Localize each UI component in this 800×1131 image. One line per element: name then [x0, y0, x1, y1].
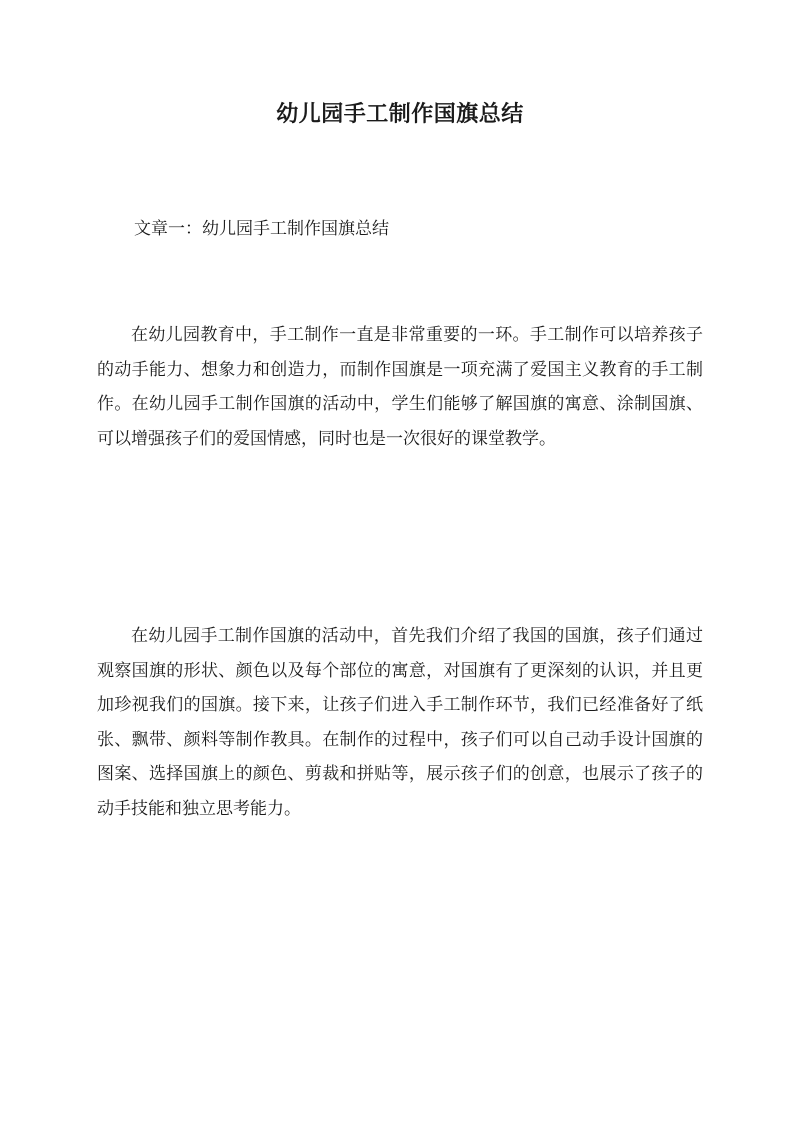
article-label: 文章一：幼儿园手工制作国旗总结 — [134, 219, 389, 239]
document-title: 幼儿园手工制作国旗总结 — [276, 101, 524, 127]
paragraph-2: 在幼儿园手工制作国旗的活动中，首先我们介绍了我国的国旗，孩子们通过观察国旗的形状、颜色以及每个部位的寓意，对国旗有了更深刻的认识，并且更加珍视我们的国旗。接下来，让孩子们进入手工制作环节，我们已经准备好了纸张、飘带、颜料等制作教具。在制作的过程中，孩子们可以自己动手设计国旗的图案、选择国旗上的颜色、剪裁和拼贴等，展示孩子们的创意，也展示了孩子的动手技能和独立思考能力。 — [97, 626, 703, 819]
paragraph-1: 在幼儿园教育中，手工制作一直是非常重要的一环。手工制作可以培养孩子的动手能力、想象力和创造力，而制作国旗是一项充满了爱国主义教育的手工制作。在幼儿园手工制作国旗的活动中，学生们能够了解国旗的寓意、涂制国旗、可以增强孩子们的爱国情感，同时也是一次很好的课堂教学。 — [97, 325, 703, 449]
